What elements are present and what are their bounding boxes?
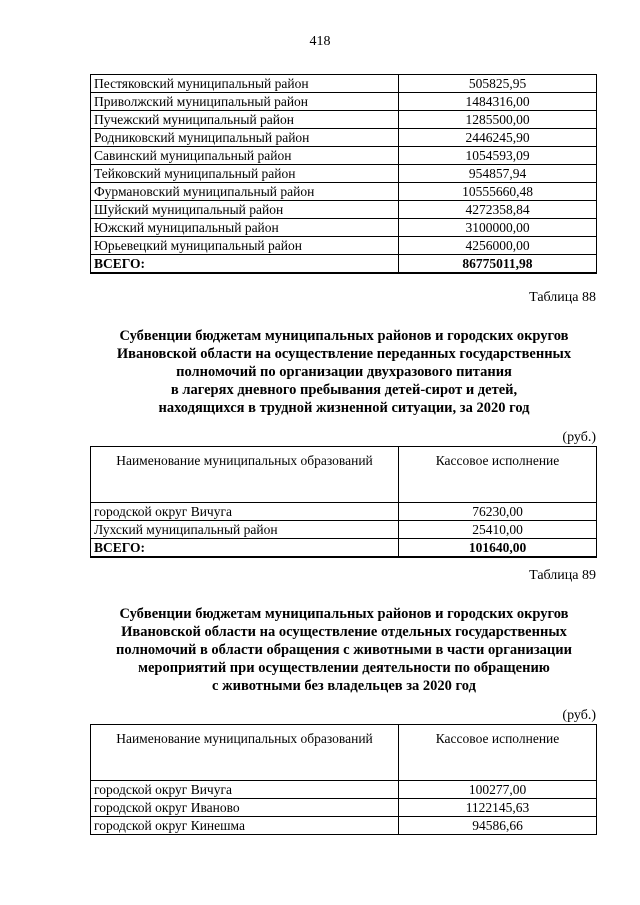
row-name: Юрьевецкий муниципальный район [91, 237, 399, 255]
table-header-row [91, 447, 597, 503]
table-row [91, 237, 597, 255]
row-name: Лухский муниципальный район [91, 521, 399, 539]
total-value: 101640,00 [399, 539, 597, 558]
table-89-title: Субвенции бюджетам муниципальных районов и городских округов Ивановской области на осуществление отдельных государственных полномочий в области обращения с животными в части организации мероприятий при осуществлении деятельности по обращению с животными без владельцев за 2020 год [116, 606, 572, 694]
row-name: городской округ Вичуга [91, 781, 399, 799]
table-row [91, 183, 597, 201]
table-88-title: Субвенции бюджетам муниципальных районов и городских округов Ивановской области на осуществление переданных государственных полномочий по организации двухразового питания в лагерях дневного пребывания детей-сирот и детей, находящихся в трудной жизненной ситуации, за 2020 год [116, 328, 572, 416]
row-name: Савинский муниципальный район [91, 147, 399, 165]
table-88-label: Таблица 88 [529, 290, 596, 305]
row-value: 1285500,00 [399, 111, 597, 129]
table-row [91, 799, 597, 817]
table-89-label: Таблица 89 [529, 568, 596, 583]
table-body [91, 781, 597, 835]
total-label: ВСЕГО: [91, 255, 399, 274]
row-value: 505825,95 [399, 75, 597, 93]
column-header-name: Наименование муниципальных образований [91, 447, 399, 503]
row-name: Пучежский муниципальный район [91, 111, 399, 129]
row-name: Пестяковский муниципальный район [91, 75, 399, 93]
table-row [91, 93, 597, 111]
row-value: 1054593,09 [399, 147, 597, 165]
page-number: 418 [309, 34, 331, 49]
table-89 [90, 724, 597, 835]
column-header-name: Наименование муниципальных образований [91, 725, 399, 781]
total-row [91, 539, 597, 558]
row-name: Приволжский муниципальный район [91, 93, 399, 111]
table-88-unit: (руб.) [562, 430, 596, 445]
table-row [91, 165, 597, 183]
table-89-unit: (руб.) [562, 708, 596, 723]
table-row [91, 503, 597, 521]
row-value: 1122145,63 [399, 799, 597, 817]
table-row [91, 111, 597, 129]
row-name: Тейковский муниципальный район [91, 165, 399, 183]
table-88 [90, 446, 597, 558]
table-row [91, 201, 597, 219]
table-row [91, 129, 597, 147]
table-continuation [90, 74, 597, 274]
row-value: 10555660,48 [399, 183, 597, 201]
row-name: Шуйский муниципальный район [91, 201, 399, 219]
row-value: 76230,00 [399, 503, 597, 521]
row-name: городской округ Иваново [91, 799, 399, 817]
row-value: 2446245,90 [399, 129, 597, 147]
table-row [91, 147, 597, 165]
row-value: 3100000,00 [399, 219, 597, 237]
row-value: 4256000,00 [399, 237, 597, 255]
table-row [91, 817, 597, 835]
row-name: Южский муниципальный район [91, 219, 399, 237]
table-row [91, 781, 597, 799]
row-value: 100277,00 [399, 781, 597, 799]
row-value: 954857,94 [399, 165, 597, 183]
row-value: 4272358,84 [399, 201, 597, 219]
row-value: 25410,00 [399, 521, 597, 539]
column-header-value: Кассовое исполнение [399, 725, 597, 781]
row-name: городской округ Вичуга [91, 503, 399, 521]
table-row [91, 521, 597, 539]
table-header-row [91, 725, 597, 781]
total-value: 86775011,98 [399, 255, 597, 274]
total-row [91, 255, 597, 274]
table-body [91, 75, 597, 255]
column-header-value: Кассовое исполнение [399, 447, 597, 503]
row-name: городской округ Кинешма [91, 817, 399, 835]
row-name: Фурмановский муниципальный район [91, 183, 399, 201]
table-row [91, 75, 597, 93]
row-name: Родниковский муниципальный район [91, 129, 399, 147]
row-value: 1484316,00 [399, 93, 597, 111]
total-label: ВСЕГО: [91, 539, 399, 558]
table-body [91, 503, 597, 539]
table-row [91, 219, 597, 237]
row-value: 94586,66 [399, 817, 597, 835]
